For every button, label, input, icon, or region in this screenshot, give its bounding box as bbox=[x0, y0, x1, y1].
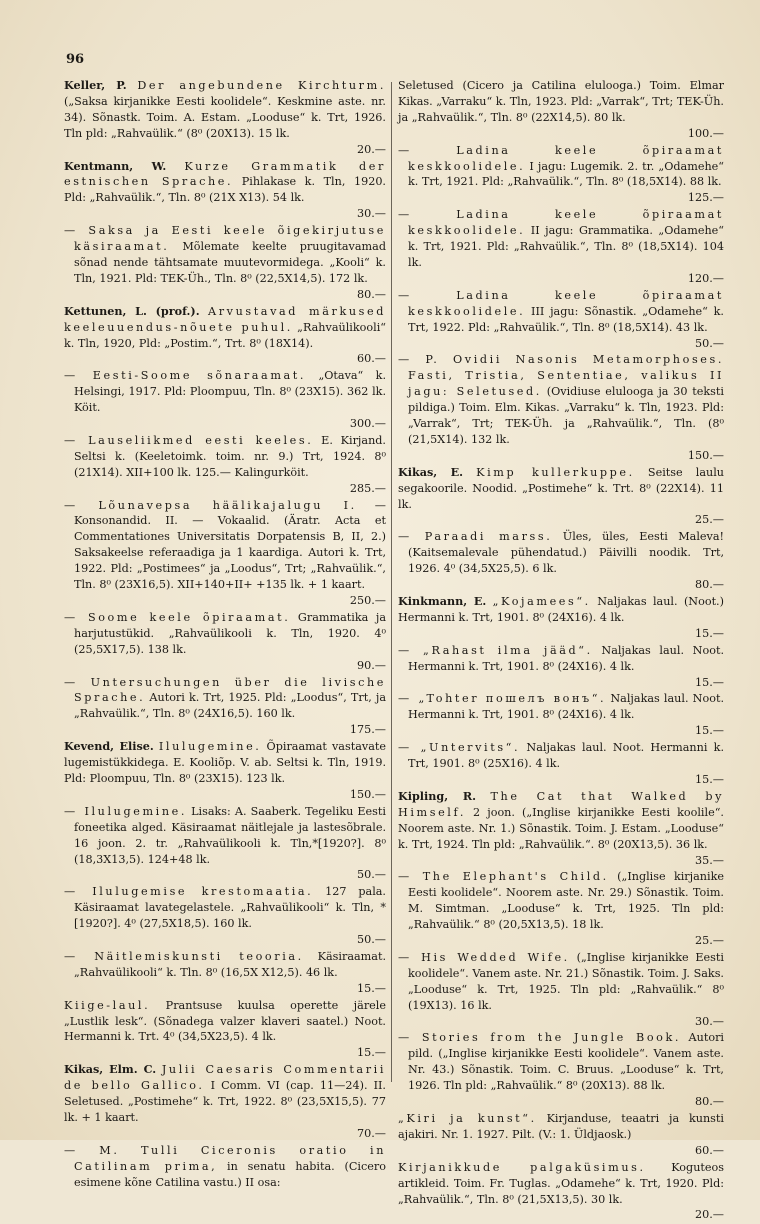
entry-details: Seitse laulu segakoorile. Noodid. „Postimehe“ k. Trt. 8⁰ (22X14). 11 lk. bbox=[398, 465, 724, 511]
entry-price: 50.— bbox=[357, 868, 386, 882]
entry-details: Õpiraamat vastavate lugemistükkidega. E. Kooliõp. V. ab. Seltsi k. Tln, 1919. Pld: Ploompuu, Tln. 8⁰ (23X15). 123 lk. bbox=[64, 740, 386, 785]
entry-price: 25.— bbox=[695, 513, 724, 527]
entry-details: („Saksa kirjanikke Eesti koolidele“. Keskmine aste. nr. 34). Sõnastk. Toim. A. Estam. „Looduse“ k. Trt, 1926. Tln pld: „Rahvaülik.“ (8⁰ (20X13). 15 lk. bbox=[64, 94, 386, 140]
entry-details: II jagu: Grammatika. „Odamehe“ k. Trt, 1921. Pld: „Rahvaülik.“, Tln. 8⁰ (18,5X14). 104 lk. bbox=[408, 224, 724, 269]
bibliography-entry bbox=[64, 159, 386, 223]
entry-details: Grammatika ja harjutustükid. „Rahvaülikooli k. Tln, 1920. 4⁰ (25,5X17,5). 138 lk. bbox=[74, 610, 386, 656]
entry-price: 60.— bbox=[695, 1143, 724, 1157]
entry-title: Der angebundene Kirchturm. bbox=[137, 79, 386, 92]
entry-price: 15.— bbox=[695, 724, 724, 738]
bibliography-entry bbox=[398, 465, 724, 529]
entry-details: — Konsonandid. II. — Vokaalid. (Äratr. Acta et Commentationes Universitatis Dorpatensis B, II, 2.) Saksakeelse referaadiga ja 1 kaardiga. Autori k. Trt, 1922. Pld: „Postimees“ ja „Loodus“, Trt; „Rahvaülik.“, Tln. 8⁰ (23X16,5). XII+140+II+ +135 lk. + 1 kaart. bbox=[74, 498, 386, 592]
entry-details: Naljakas laul. Noot. Hermanni k. Trt, 1901. 8⁰ (25X16). 4 lk. bbox=[408, 741, 725, 771]
bibliography-entry bbox=[64, 675, 386, 739]
bibliography-entry bbox=[64, 739, 386, 803]
entry-price: 150.— bbox=[687, 448, 724, 462]
bibliography-entry bbox=[64, 498, 386, 609]
entry-price: 30.— bbox=[357, 207, 386, 221]
entry-price: 15.— bbox=[357, 1046, 386, 1060]
left-column bbox=[64, 78, 386, 1192]
bibliography-entry bbox=[64, 804, 386, 884]
bibliography-entry bbox=[64, 998, 386, 1062]
entry-title: — Ilulugemise krestomaatia. bbox=[64, 885, 314, 899]
entry-details: Prantsuse kuulsa operette järele „Lustlik lesk“. (Sõnadega valzer klaveri saatel.) Noot. Hermanni k. Trt. 4⁰ (34,5X23,5). 4 lk. bbox=[64, 998, 386, 1044]
entry-author: Kentmann, W. bbox=[64, 158, 167, 173]
entry-title: — Untersuchungen über die livische Sprache. bbox=[64, 675, 386, 705]
entry-details: „Otava“ k. Helsingi, 1917. Pld: Ploompuu, Tln. 8⁰ (23X15). 362 lk. Köit. bbox=[74, 369, 386, 415]
entry-title: Ilulugemine. bbox=[158, 740, 262, 754]
bibliography-entry bbox=[398, 1030, 724, 1110]
entry-details: Kirjanduse, teaatri ja kunsti ajakiri. Nr. 1. 1927. Pilt. (V.: 1. Üldjaosk.) bbox=[398, 1112, 724, 1141]
entry-details: Pihlakase k. Tln, 1920. Pld: „Rahvaülik.“, Tln. 8⁰ (21X X13). 54 lk. bbox=[64, 175, 386, 205]
column-divider bbox=[391, 82, 392, 1082]
bibliography-entry bbox=[398, 594, 724, 642]
entry-title: — Eesti-Soome sõnaraamat. bbox=[64, 369, 307, 383]
entry-details: I jagu: Lugemik. 2. tr. „Odamehe“ k. Trt, 1921. Pld: „Rahvaülik.“, Tln. 8⁰ (18,5X14). 88 lk. bbox=[408, 159, 724, 189]
entry-title: — „Tohter пошелъ вонъ“. bbox=[398, 692, 607, 706]
entry-price: 100.— bbox=[687, 126, 724, 140]
entry-details: Naljakas laul. Noot. Hermanni k. Trt, 1901. 8⁰ (24X16). 4 lk. bbox=[408, 643, 724, 673]
entry-price: 50.— bbox=[357, 933, 386, 947]
entry-details: Koguteos artikleid. Toim. Fr. Tuglas. „Odamehe“ k. Trt, 1920. Pld: „Rahvaülik.“, Tln. 8⁰ (21,5X13,5). 30 lk. bbox=[398, 1160, 724, 1206]
entry-price: 20.— bbox=[695, 1208, 724, 1222]
entry-details: „Rahvaülikooli“ k. Tln, 1920, Pld: „Postim.“, Trt. 8⁰ (18X14). bbox=[64, 320, 386, 350]
entry-title: — „Rahast ilma jääd“. bbox=[398, 643, 593, 657]
entry-details: („Inglise kirjanike Eesti koolidele“. Noorem aste. Nr. 29.) Sõnastik. Toim. M. Simtman. „Looduse“ k. Trt, 1925. Tln pld: „Rahvaülik.“ 8⁰ (20,5X13,5). 18 lk. bbox=[408, 870, 724, 932]
entry-title: „Kiri ja kunst“. bbox=[398, 1112, 537, 1125]
entry-details: („Inglise kirjanikke Eesti koolidele“. Vanem aste. Nr. 21.) Sõnastik. Toim. J. Saks. „Looduse“ k. Trt, 1925. Tln pld: „Rahvaülik.“ 8⁰ (19X13). 16 lk. bbox=[408, 950, 724, 1012]
entry-details: in senatu habita. (Cicero esimene kõne Catilina vastu.) II osa: bbox=[74, 1159, 386, 1189]
bibliography-entry bbox=[398, 740, 724, 788]
entry-title: Kiige-laul. bbox=[64, 998, 151, 1012]
entry-details: Autori k. Trt, 1925. Pld: „Loodus“, Trt, ja „Rahvaülik.“, Tln. 8⁰ (24X16,5). 160 lk. bbox=[74, 691, 386, 721]
entry-details: Autori pild. („Inglise kirjanikke Eesti koolidele“. Vanem aste. Nr. 43.) Sõnastik. Toim. C. Bruus. „Looduse“ k. Trt, 1926. Tln pld: „Rahvaülik.“ 8⁰ (20X13). 88 lk. bbox=[408, 1031, 724, 1093]
entry-price: 50.— bbox=[695, 336, 724, 350]
bibliography-entry bbox=[64, 368, 386, 432]
entry-author: Kinkmann, E. bbox=[398, 594, 487, 608]
entry-price: 20.— bbox=[357, 142, 386, 156]
entry-details: (Ovidiuse elulooga ja 30 teksti pildiga.) Toim. Elm. Kikas. „Varraku“ k. Tln, 1923. Pld: „Varrak“, Trt; TEK-Üh. ja „Rahvaülik.“, Tln. (8⁰ (21,5X14). 132 lk. bbox=[408, 385, 724, 446]
entry-title: — Saksa ja Eesti keele õigekirjutuse käsiraamat. bbox=[64, 224, 386, 254]
bibliography-entry bbox=[398, 352, 724, 463]
entry-details: Üles, üles, Eesti Maleva! (Kaitsemalevale pühendatud.) Päivilli noodik. Trt, 1926. 4⁰ (34,5X25,5). 6 lk. bbox=[408, 530, 725, 576]
bibliography-entry bbox=[398, 691, 724, 739]
entry-price: 150.— bbox=[349, 787, 386, 801]
entry-details: Mõlemate keelte pruugitavamad sõnad nende tähtsamate muutevormidega. „Kooli“ k. Tln, 1921. Pld: TEK-Üh., Tln. 8⁰ (22,5X14,5). 172 lk. bbox=[74, 240, 386, 285]
bibliography-entry bbox=[64, 78, 386, 158]
entry-price: 35.— bbox=[695, 853, 724, 867]
entry-author: Kikas, E. bbox=[398, 464, 464, 479]
page-number: 96 bbox=[66, 52, 85, 67]
entry-title: — Ladina keele õpiraamat keskkoolidele. bbox=[398, 288, 724, 318]
entry-title: — „Untervits“. bbox=[398, 741, 521, 755]
bibliography-entry bbox=[64, 223, 386, 303]
bibliography-entry bbox=[398, 529, 724, 593]
entry-price: 15.— bbox=[695, 675, 724, 689]
entry-title: „Kojamees“. bbox=[492, 595, 591, 608]
entry-details: Lisaks: A. Saaberk. Tegeliku Eesti foneetika alged. Käsiraamat näitlejale ja lastesõbrale. 16 joon. 2. tr. „Rahvaülikooli k. Tln,*[1920?]. 8⁰ (18,3X13,5). 124+48 lk. bbox=[74, 804, 386, 866]
entry-details: Naljakas laul. (Noot.) Hermanni k. Trt, 1901. 8⁰ (24X16). 4 lk. bbox=[398, 595, 724, 624]
bibliography-entry bbox=[398, 1160, 724, 1224]
entry-price: 60.— bbox=[357, 352, 386, 366]
entry-price: 80.— bbox=[695, 1095, 724, 1109]
entry-price: 80.— bbox=[357, 287, 386, 301]
entry-price: 15.— bbox=[695, 626, 724, 640]
entry-title: — M. Tulli Ciceronis oratio in Catilinam prima, bbox=[64, 1143, 386, 1173]
bibliography-entry bbox=[398, 207, 724, 287]
entry-title: — Lauseliikmed eesti keeles. bbox=[64, 433, 314, 447]
bibliography-entry bbox=[64, 1143, 386, 1191]
entry-author: Kevend, Elise. bbox=[64, 739, 154, 754]
entry-details: I Comm. VI (cap. 11—24). II. Seletused. „Postimehe“ k. Trt, 1922. 8⁰ (23,5X15,5). 77 lk. + 1 kaart. bbox=[64, 1079, 386, 1124]
entry-title: Kirjanikkude palgaküsimus. bbox=[398, 1160, 646, 1174]
entry-title: — Näitlemiskunsti teooria. bbox=[64, 949, 304, 963]
entry-title: Arvustavad märkused keeleuuendus-nõuete puhul. bbox=[64, 304, 386, 334]
entry-title: — His Wedded Wife. bbox=[398, 950, 570, 964]
entry-price: 15.— bbox=[357, 981, 386, 995]
entry-details: 2 joon. („Inglise kirjanikke Eesti koolile“. Noorem aste. Nr. 1.) Sõnastik. Toim. J. Estam. „Looduse“ k. Trt, 1924. Tln pld: „Rahvaülik.“. 8⁰ (20X13,5). 36 lk. bbox=[398, 805, 724, 851]
entry-price: 300.— bbox=[349, 417, 386, 431]
entry-price: 90.— bbox=[357, 658, 386, 672]
entry-title: — Ladina keele õpiraamat keskkoolidele. bbox=[398, 143, 724, 173]
entry-price: 70.— bbox=[357, 1126, 386, 1140]
entry-author: Kettunen, L. (prof.). bbox=[64, 303, 200, 318]
bibliography-entry bbox=[64, 433, 386, 497]
entry-price: 80.— bbox=[695, 578, 724, 592]
entry-title: — Soome keele õpiraamat. bbox=[64, 610, 291, 624]
bibliography-entry bbox=[64, 610, 386, 674]
entry-price: 175.— bbox=[349, 723, 386, 737]
bibliography-entry bbox=[64, 949, 386, 997]
entry-price: 125.— bbox=[687, 191, 724, 205]
bibliography-entry bbox=[64, 884, 386, 948]
entry-details: 127 pala. Käsiraamat lavategelastele. „Rahvaülikooli“ k. Tln, *[1920?]. 4⁰ (27,5X18,5). 160 lk. bbox=[74, 885, 386, 931]
entry-price: 285.— bbox=[349, 481, 386, 495]
entry-details: Naljakas laul. Noot. Hermanni k. Trt, 1901. 8⁰ (24X16). 4 lk. bbox=[408, 692, 724, 722]
bibliography-entry bbox=[398, 143, 724, 207]
entry-title: — Ilulugemine. bbox=[64, 804, 188, 818]
bibliography-entry bbox=[398, 1111, 724, 1159]
bibliography-entry bbox=[398, 643, 724, 691]
entry-details: Seletused (Cicero ja Catilina elulooga.) Toim. Elmar Kikas. „Varraku“ k. Tln, 1923. Pld: „Varrak“, Trt; TEK-Üh. ja „Rahvaülik.“, Tln. 8⁰ (22X14,5). 80 lk. bbox=[398, 79, 724, 124]
bibliography-entry bbox=[398, 78, 724, 142]
entry-author: Kipling, R. bbox=[398, 788, 477, 803]
bibliography-entry bbox=[64, 1062, 386, 1142]
entry-title: Julii Caesaris Commentarii de bello Gallico. bbox=[64, 1063, 386, 1093]
entry-price: 120.— bbox=[687, 271, 724, 285]
entry-title: — Stories from the Jungle Book. bbox=[398, 1031, 682, 1045]
entry-details: III jagu: Sõnastik. „Odamehe“ k. Trt, 1922. Pld: „Rahvaülik.“, Tln. 8⁰ (18,5X14). 43 lk. bbox=[408, 304, 724, 334]
bibliography-entry bbox=[64, 304, 386, 368]
entry-author: Kikas, Elm. C. bbox=[64, 1062, 157, 1077]
entry-title: — Ladina keele õpiraamat keskkoolidele. bbox=[398, 208, 724, 238]
bibliography-entry bbox=[398, 869, 724, 949]
entry-title: — The Elephant's Child. bbox=[398, 870, 609, 884]
entry-title: — Lõunavepsa häälikajalugu I. bbox=[64, 498, 357, 512]
entry-price: 30.— bbox=[695, 1014, 724, 1028]
entry-title: Kimp kullerkuppe. bbox=[476, 465, 635, 479]
right-column bbox=[398, 78, 724, 1224]
entry-details: Käsiraamat. „Rahvaülikooli“ k. Tln. 8⁰ (16,5X X12,5). 46 lk. bbox=[74, 949, 387, 979]
bibliography-entry bbox=[398, 288, 724, 352]
entry-title: The Cat that Walked by Himself. bbox=[398, 789, 725, 819]
bibliography-entry bbox=[398, 950, 724, 1030]
entry-price: 250.— bbox=[349, 594, 386, 607]
entry-author: Keller, P. bbox=[64, 78, 127, 92]
bibliography-entry bbox=[398, 789, 724, 869]
entry-details: E. Kirjand. Seltsi k. (Keeletoimk. toim. nr. 9.) Trt, 1924. 8⁰ (21X14). XII+100 lk. 125.— Kalingurköit. bbox=[74, 433, 386, 479]
entry-title: Kurze Grammatik der estnischen Sprache. bbox=[64, 159, 386, 189]
entry-title: — P. Ovidii Nasonis Metamorphoses. Fasti, Tristia, Sententiae, valikus II jagu: Seletused. bbox=[398, 353, 724, 399]
entry-price: 25.— bbox=[695, 934, 724, 948]
entry-price: 15.— bbox=[695, 772, 724, 786]
entry-title: — Paraadi marss. bbox=[398, 530, 553, 544]
